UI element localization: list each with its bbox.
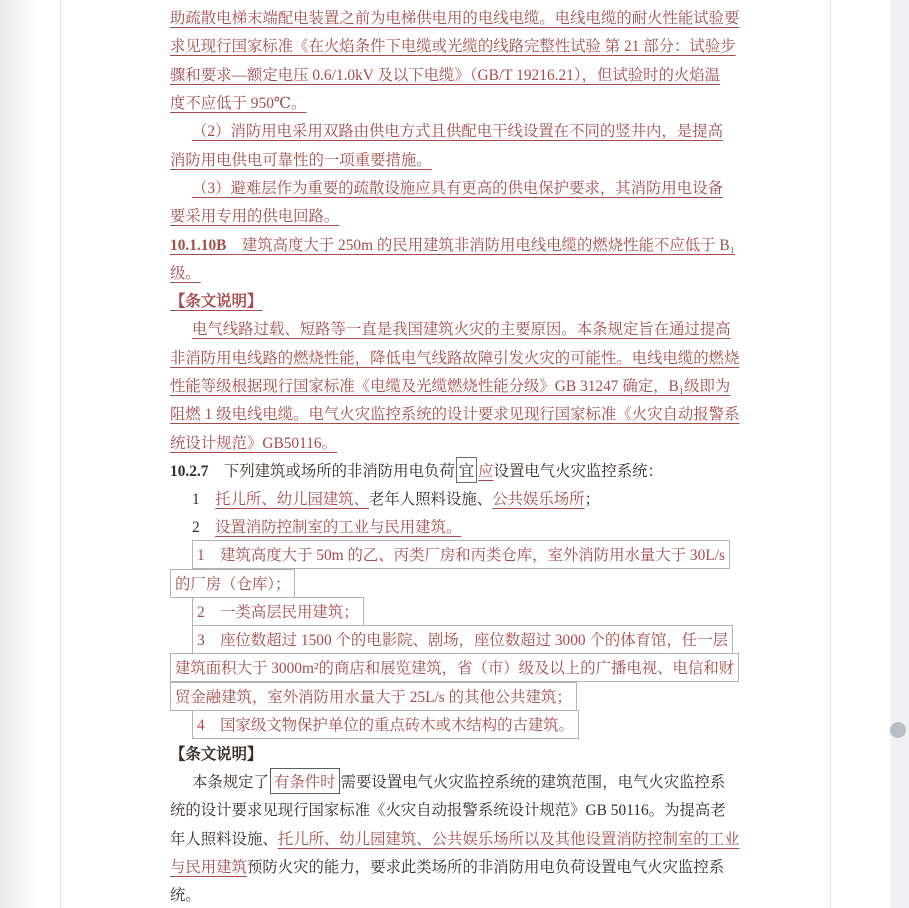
text-segment: 的厂房（仓库）； bbox=[170, 569, 295, 598]
doc-line bbox=[0, 60, 909, 88]
text-segment: 统设计规范》GB50116。 bbox=[170, 434, 338, 452]
text-segment: 1 建筑高度大于 50m 的乙、丙类厂房和丙类仓库，室外消防用水量大于 30L/s bbox=[192, 540, 730, 569]
text-segment: 建筑高度大于 250m 的民用建筑非消防用电线电缆的燃烧性能不应低于 B₁ bbox=[241, 236, 735, 254]
doc-line bbox=[0, 512, 909, 540]
doc-line bbox=[0, 654, 909, 682]
text-segment: 应 bbox=[478, 462, 494, 480]
text-segment: 要采用专用的供电回路。 bbox=[170, 208, 340, 226]
text-segment: 阻燃 1 级电线电缆。电气火灾监控系统的设计要求见现行国家标准《火灾自动报警系 bbox=[170, 406, 740, 424]
text-segment: 与民用建筑 bbox=[170, 859, 247, 877]
text-segment: 【条文说明】 bbox=[170, 293, 263, 311]
doc-line bbox=[0, 484, 909, 512]
doc-line bbox=[0, 852, 909, 880]
text-segment: 托儿所、幼儿园建筑、公共娱乐场所以及其他设置消防控制室的工业 bbox=[277, 830, 740, 848]
text-segment: 求见现行国家标准《在火焰条件下电缆或光缆的线路完整性试验 第 21 部分：试验步 bbox=[170, 38, 736, 56]
text-segment: 设置电气火灾监控系统： bbox=[493, 462, 663, 480]
text-segment: 性能等级根据现行国家标准《电缆及光缆燃烧性能分级》GB 31247 确定，B₁级即为 bbox=[170, 378, 731, 395]
scrollbar-thumb[interactable] bbox=[890, 722, 906, 738]
text-segment: 统。 bbox=[170, 887, 201, 905]
text-segment: 助疏散电梯末端配电装置之前为电梯供电用的电线电缆。电线电缆的耐火性能试验要 bbox=[170, 10, 740, 28]
doc-line bbox=[0, 116, 909, 144]
text-segment: 建筑面积大于 3000m²的商店和展览建筑，省（市）级及以上的广播电视、电信和财 bbox=[170, 653, 739, 682]
text-segment: 年人照料设施、 bbox=[170, 830, 278, 848]
text-segment: 本条规定了 bbox=[192, 774, 269, 792]
doc-line bbox=[0, 795, 909, 823]
doc-line bbox=[0, 569, 909, 597]
doc-line bbox=[0, 173, 909, 201]
text-segment: 骤和要求—额定电压 0.6/1.0kV 及以下电缆》（GB/T 19216.21），但试验时的火焰温 bbox=[170, 66, 721, 84]
doc-line bbox=[0, 144, 909, 172]
doc-line bbox=[0, 597, 909, 625]
text-segment: 统的设计要求见现行国家标准《火灾自动报警系统设计规范》GB 50116。为提高老 bbox=[170, 802, 726, 820]
doc-line bbox=[0, 31, 909, 59]
text-segment: 非消防用电线路的燃烧性能，降低电气线路故障引发火灾的可能性。电线电缆的燃烧 bbox=[170, 349, 740, 367]
doc-line bbox=[0, 682, 909, 710]
doc-line bbox=[0, 399, 909, 427]
text-segment: （3）避难层作为重要的疏散设施应具有更高的供电保护要求，其消防用电设备 bbox=[192, 179, 723, 197]
text-segment: 需要设置电气火灾监控系统的建筑范围，电气火灾监控系 bbox=[340, 774, 726, 792]
doc-line bbox=[0, 767, 909, 795]
text-segment: 消防用电供电可靠性的一项重要措施。 bbox=[170, 151, 432, 169]
text-segment: 下列建筑或场所的非消防用电负荷 bbox=[223, 462, 455, 480]
text-segment: 10.1.10B bbox=[170, 236, 242, 254]
doc-line bbox=[0, 739, 909, 767]
doc-line bbox=[0, 229, 909, 257]
text-segment: 预防火灾的能力，要求此类场所的非消防用电负荷设置电气火灾监控系 bbox=[246, 859, 725, 877]
text-segment: ； bbox=[584, 491, 600, 509]
text-segment: 1 bbox=[192, 491, 216, 509]
doc-line bbox=[0, 626, 909, 654]
doc-line bbox=[0, 258, 909, 286]
document-lines bbox=[0, 3, 909, 908]
doc-line bbox=[0, 880, 909, 908]
doc-line bbox=[0, 314, 909, 342]
text-segment: 【条文说明】 bbox=[170, 745, 263, 763]
text-segment: 2 bbox=[192, 519, 216, 537]
text-segment: 10.2.7 bbox=[170, 462, 224, 480]
text-segment: 贸金融建筑，室外消防用水量大于 25L/s 的其他公共建筑； bbox=[170, 682, 577, 711]
text-segment: 宜 bbox=[456, 457, 477, 483]
text-segment: 老年人照料设施、 bbox=[369, 491, 493, 509]
doc-line bbox=[0, 3, 909, 31]
scrollbar-track[interactable] bbox=[890, 0, 909, 908]
text-segment: 3 座位数超过 1500 个的电影院、剧场，座位数超过 3000 个的体育馆，任一层 bbox=[192, 625, 733, 654]
doc-line bbox=[0, 824, 909, 852]
text-segment: 公共娱乐场所 bbox=[492, 491, 585, 509]
text-segment: 度不应低于 950℃。 bbox=[170, 95, 307, 113]
doc-line bbox=[0, 286, 909, 314]
text-segment: 4 国家级文物保护单位的重点砖木或木结构的古建筑。 bbox=[192, 710, 579, 739]
text-segment: 级。 bbox=[170, 264, 201, 282]
document-page bbox=[0, 3, 909, 908]
doc-line bbox=[0, 371, 909, 399]
text-segment: （2）消防用电采用双路由供电方式且供配电干线设置在不同的竖井内，是提高 bbox=[192, 123, 723, 141]
text-segment: 电气线路过载、短路等一直是我国建筑火灾的主要原因。本条规定旨在通过提高 bbox=[192, 321, 731, 339]
doc-line bbox=[0, 456, 909, 484]
text-segment: 设置消防控制室的工业与民用建筑。 bbox=[215, 519, 462, 537]
doc-line bbox=[0, 343, 909, 371]
doc-line bbox=[0, 541, 909, 569]
doc-line bbox=[0, 427, 909, 455]
doc-line bbox=[0, 201, 909, 229]
doc-line bbox=[0, 88, 909, 116]
text-segment: 托儿所、幼儿园建筑、 bbox=[215, 491, 370, 509]
text-segment: 2 一类高层民用建筑； bbox=[192, 597, 364, 626]
text-segment: 有条件时 bbox=[270, 768, 340, 794]
doc-line bbox=[0, 710, 909, 738]
